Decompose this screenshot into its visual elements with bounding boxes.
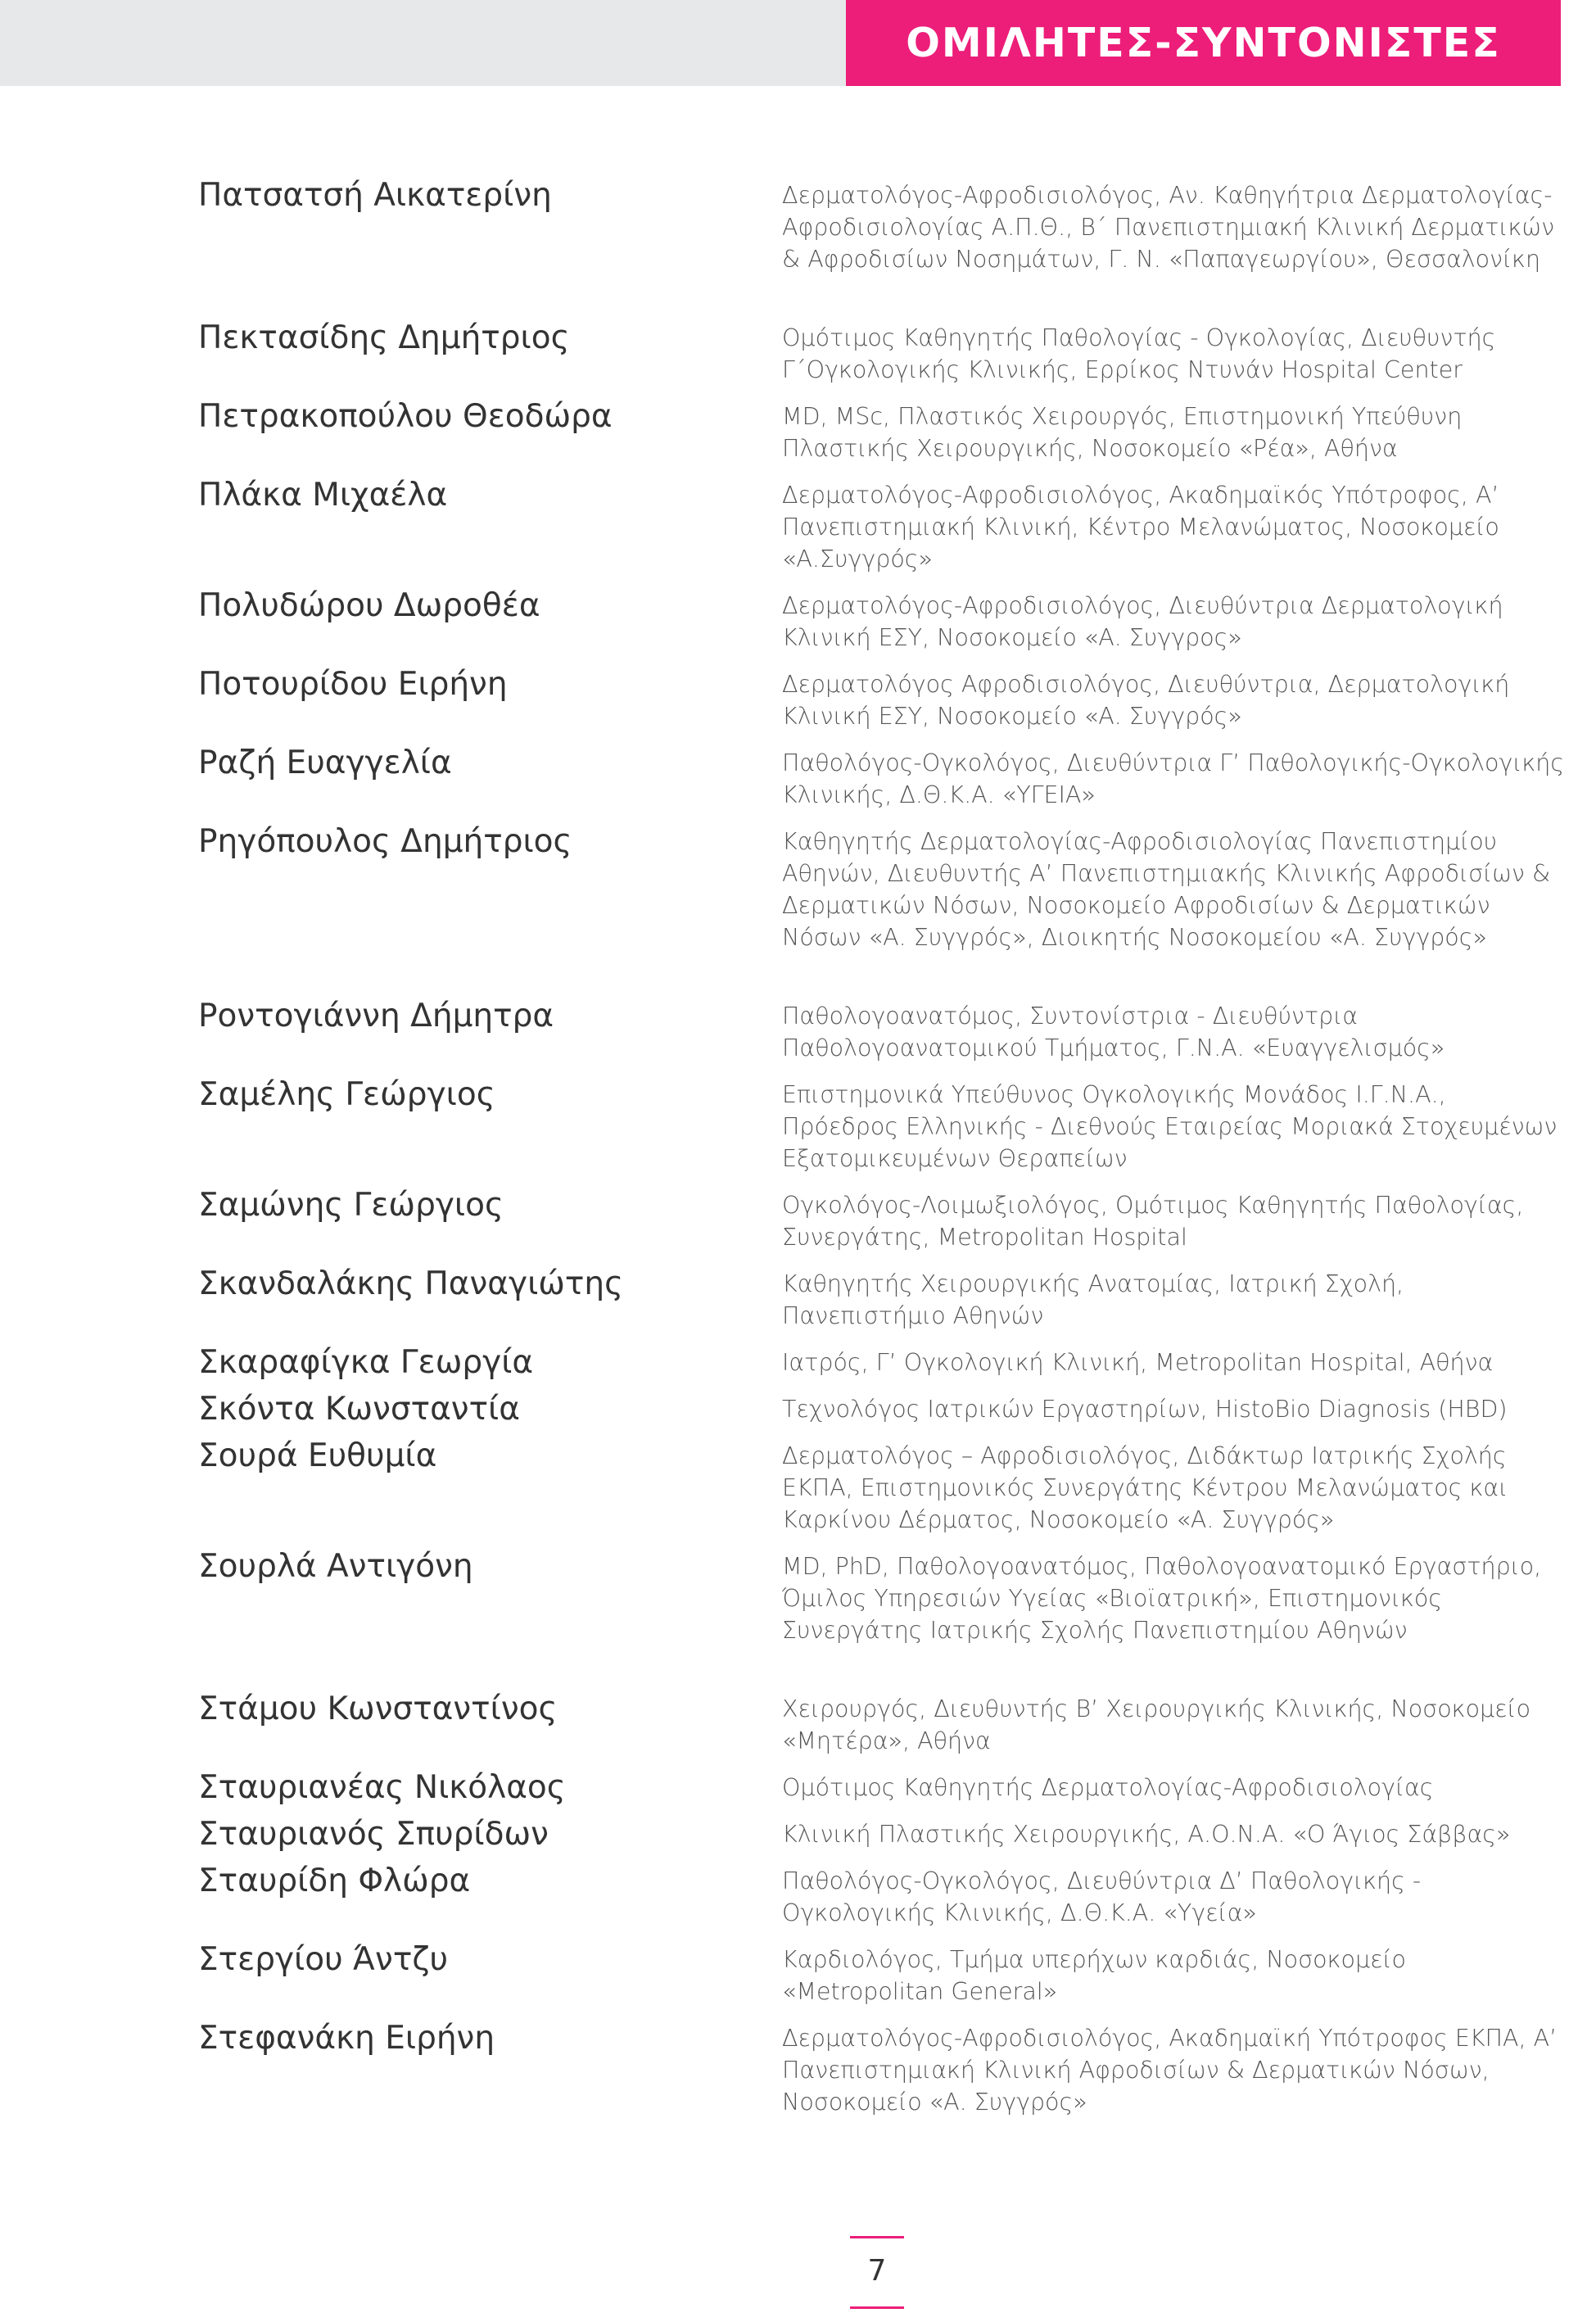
speaker-name: Σαμώνης Γεώργιος — [198, 1187, 504, 1224]
page-number-rule-bottom — [850, 2306, 904, 2309]
speaker-description: MD, PhD, Παθολογοανατόμος, Παθολογοανατομικό Εργαστήριο, Όμιλος Υπηρεσιών Υγείας «Βιοϊατρική», Επιστημονικός Συνεργάτης Ιατρικής Σχολής Πανεπιστημίου Αθηνών — [782, 1553, 1542, 1644]
speaker-description: Ομότιμος Καθηγητής Δερματολογίας-Αφροδισιολογίας — [782, 1774, 1434, 1801]
speaker-name: Πεκτασίδης Δημήτριος — [198, 319, 570, 356]
speaker-description: Κλινική Πλαστικής Χειρουργικής, Α.Ο.Ν.Α. «Ο Άγιος Σάββας» — [782, 1821, 1511, 1848]
speaker-name: Ροντογιάννη Δήμητρα — [198, 998, 554, 1034]
speaker-description: Καθηγητής Χειρουργικής Ανατομίας, Ιατρική Σχολή, Πανεπιστήμιο Αθηνών — [782, 1270, 1404, 1329]
speaker-name: Πλάκα Μιχαέλα — [198, 477, 448, 514]
speaker-description: Ογκολόγος-Λοιμωξιολόγος, Ομότιμος Καθηγητής Παθολογίας, Συνεργάτης, Metropolitan Hospital — [782, 1192, 1524, 1251]
speaker-name: Πατσατσή Αικατερίνη — [198, 177, 552, 214]
page-number-rule-top — [850, 2236, 904, 2238]
speaker-name: Πολυδώρου Δωροθέα — [198, 587, 540, 624]
speaker-description: Παθολόγος-Ογκολόγος, Διευθύντρια Γ’ Παθολογικής-Ογκολογικής Κλινικής, Δ.Θ.Κ.Α. «ΥΓΕΙΑ» — [782, 749, 1565, 808]
speaker-name: Σουρά Ευθυμία — [198, 1437, 437, 1474]
speaker-description: Δερματολόγος – Αφροδισιολόγος, Διδάκτωρ Ιατρικής Σχολής ΕΚΠΑ, Επιστημονικός Συνεργάτης Κέντρου Μελανώματος και Καρκίνου Δέρματος, Νοσοκομείο «Α. Συγγρός» — [782, 1442, 1508, 1533]
speaker-name: Σταυρίδη Φλώρα — [198, 1863, 471, 1899]
speaker-description: MD, MSc, Πλαστικός Χειρουργός, Επιστημονική Υπεύθυνη Πλαστικής Χειρουργικής, Νοσοκομείο «Ρέα», Αθήνα — [782, 403, 1463, 462]
speaker-description: Ιατρός, Γ’ Ογκολογική Κλινική, Metropolitan Hospital, Αθήνα — [782, 1349, 1494, 1376]
speaker-description: Επιστημονικά Υπεύθυνος Ογκολογικής Μονάδος Ι.Γ.Ν.Α., Πρόεδρος Ελληνικής - Διεθνούς Εταιρείας Μοριακά Στοχευμένων Εξατομικευμένων Θεραπείων — [782, 1081, 1558, 1172]
page-footer — [850, 2236, 904, 2310]
speaker-description: Τεχνολόγος Ιατρικών Εργαστηρίων, HistoBio Diagnosis (HBD) — [782, 1396, 1508, 1423]
speaker-description: Δερματολόγος Αφροδισιολόγος, Διευθύντρια, Δερματολογική Κλινική ΕΣΥ, Νοσοκομείο «Α. Συγγρός» — [782, 671, 1510, 730]
speaker-description: Χειρουργός, Διευθυντής Β’ Χειρουργικής Κλινικής, Νοσοκομείο «Μητέρα», Αθήνα — [782, 1695, 1531, 1754]
speaker-name: Ραζή Ευαγγελία — [198, 745, 452, 781]
speaker-name: Σκόντα Κωνσταντία — [198, 1391, 520, 1428]
speaker-name: Στεργίου Άντζυ — [198, 1941, 449, 1978]
speaker-description: Παθολόγος-Ογκολόγος, Διευθύντρια Δ’ Παθολογικής - Ογκολογικής Κλινικής, Δ.Θ.Κ.Α. «Υγεία» — [782, 1867, 1422, 1926]
speaker-name: Σταυριανός Σπυρίδων — [198, 1816, 549, 1853]
speaker-name: Σταυριανέας Νικόλαος — [198, 1769, 566, 1806]
speaker-description: Παθολογοανατόμος, Συντονίστρια - Διευθύντρια Παθολογοανατομικού Τμήματος, Γ.Ν.Α. «Ευαγγελισμός» — [782, 1003, 1445, 1061]
speaker-name: Σκανδαλάκης Παναγιώτης — [198, 1265, 624, 1302]
speaker-description: Δερματολόγος-Αφροδισιολόγος, Αν. Καθηγήτρια Δερματολογίας-Αφροδισιολογίας Α.Π.Θ., Β΄ Πανεπιστημιακή Κλινική Δερματικών & Αφροδισίων Νοσημάτων, Γ. Ν. «Παπαγεωργίου», Θεσσαλονίκη — [782, 182, 1555, 273]
speaker-name: Ποτουρίδου Ειρήνη — [198, 666, 508, 703]
header-title-band — [846, 0, 1561, 86]
speaker-name: Ρηγόπουλος Δημήτριος — [198, 823, 572, 860]
speaker-description: Δερματολόγος-Αφροδισιολόγος, Διευθύντρια Δερματολογική Κλινική ΕΣΥ, Νοσοκομείο «Α. Συγγρος» — [782, 592, 1503, 651]
section-title: ΟΜΙΛΗΤΕΣ-ΣΥΝΤΟΝΙΣΤΕΣ — [906, 20, 1501, 66]
page-number: 7 — [867, 2254, 887, 2288]
speaker-name: Σουρλά Αντιγόνη — [198, 1548, 473, 1585]
speaker-description: Καθηγητής Δερματολογίας-Αφροδισιολογίας Πανεπιστημίου Αθηνών, Διευθυντής Α’ Πανεπιστημιακής Κλινικής Αφροδισίων & Δερματικών Νόσων, Νοσοκομείο Αφροδισίων & Δερματικών Νόσων «Α. Συγγρός», Διοικητής Νοσοκομείου «Α. Συγγρός» — [782, 828, 1551, 951]
speaker-name: Σαμέλης Γεώργιος — [198, 1076, 495, 1113]
speaker-description: Δερματολόγος-Αφροδισιολόγος, Ακαδημαϊκός Υπότροφος, Α’ Πανεπιστημιακή Κλινική, Κέντρο Μελανώματος, Νοσοκομείο «Α.Συγγρός» — [782, 482, 1499, 573]
speaker-name: Στεφανάκη Ειρήνη — [198, 2020, 495, 2057]
speaker-description: Δερματολόγος-Αφροδισιολόγος, Ακαδημαϊκή Υπότροφος ΕΚΠΑ, Α’ Πανεπιστημιακή Κλινική Αφροδισίων & Δερματικών Νόσων, Νοσοκομείο «Α. Συγγρός» — [782, 2025, 1558, 2116]
speaker-name: Στάμου Κωνσταντίνος — [198, 1691, 558, 1727]
speaker-name: Πετρακοπούλου Θεοδώρα — [198, 398, 613, 435]
header-gray-band — [0, 0, 846, 86]
speaker-description: Καρδιολόγος, Τμήμα υπερήχων καρδιάς, Νοσοκομείο «Metropolitan General» — [782, 1946, 1406, 2005]
speaker-name: Σκαραφίγκα Γεωργία — [198, 1344, 534, 1381]
speaker-description: Ομότιμος Καθηγητής Παθολογίας - Ογκολογίας, Διευθυντής Γ΄Ογκολογικής Κλινικής, Ερρίκος Ντυνάν Hospital Center — [782, 324, 1496, 383]
